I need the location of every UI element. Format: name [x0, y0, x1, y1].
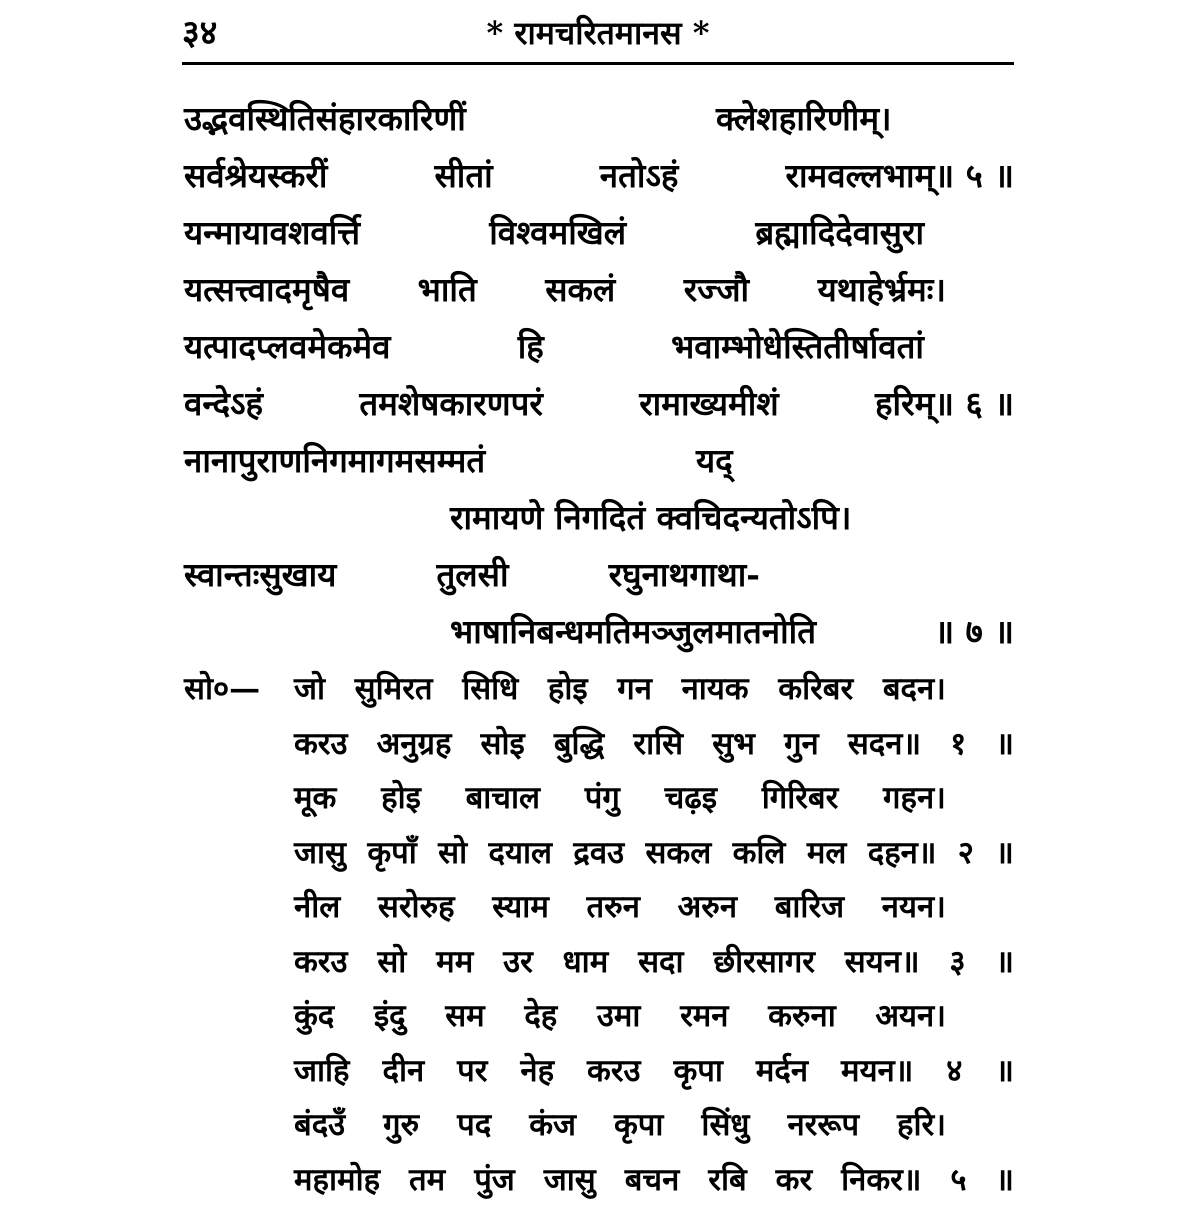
- sortha-line: [184, 1098, 1014, 1153]
- sortha-line: [184, 826, 1014, 881]
- verse-word: नयन।: [882, 880, 946, 935]
- verse-word: इंदु: [374, 989, 406, 1044]
- shloka-line: [184, 546, 760, 603]
- page-number: ३४: [182, 8, 217, 58]
- verse-number: हरिम्॥ ६ ॥: [875, 375, 1014, 432]
- verse-word: २: [958, 826, 974, 881]
- verse-word: ३: [949, 935, 965, 990]
- sortha-line: [184, 662, 1014, 717]
- verse-word: मल: [807, 826, 847, 881]
- verse-text: रघुनाथगाथा-: [609, 546, 760, 603]
- verse-text: [294, 880, 946, 935]
- sortha-block: [184, 662, 1014, 1207]
- verse-word: बंदउँ: [294, 1098, 345, 1153]
- verse-word: देह: [524, 989, 557, 1044]
- verse-word: करिबर: [778, 662, 853, 717]
- verse-text: भाषानिबन्धमतिमञ्जुलमातनोति: [450, 603, 816, 660]
- verse-text: उद्भवस्थितिसंहारकारिणीं: [184, 90, 466, 147]
- verse-word: गुन: [784, 717, 819, 772]
- verse-word: सदा: [638, 935, 683, 990]
- verse-text: रामाख्यमीशं: [639, 375, 779, 432]
- verse-word: पद: [457, 1098, 491, 1153]
- verse-word: अयन।: [875, 989, 946, 1044]
- verse-word: ॥: [995, 1044, 1014, 1099]
- sortha-line: [184, 880, 1014, 935]
- verse-word: सिधि: [462, 662, 518, 717]
- shloka-line: [184, 489, 1014, 546]
- verse-word: होइ: [381, 771, 421, 826]
- verse-word: धाम: [563, 935, 609, 990]
- verse-text: [294, 1044, 1014, 1099]
- verse-text: [294, 935, 1014, 990]
- verse-word: गिरिबर: [762, 771, 839, 826]
- verse-word: चढ़इ: [665, 771, 717, 826]
- verse-text: [294, 1098, 946, 1153]
- sortha-label: सो०—: [184, 662, 260, 717]
- sortha-line: [184, 717, 1014, 772]
- verse-word: जासु: [294, 826, 346, 881]
- verse-text: [294, 717, 1014, 772]
- verse-word: तम: [409, 1153, 445, 1207]
- verse-word: नायक: [682, 662, 749, 717]
- verse-word: ॥: [995, 1153, 1014, 1207]
- shloka-line: [184, 90, 1014, 147]
- verse-word: मयन॥: [841, 1044, 913, 1099]
- verse-word: जाहि: [294, 1044, 350, 1099]
- verse-text: भाति: [418, 261, 477, 318]
- verse-word: स्याम: [492, 880, 549, 935]
- verse-text: विश्वमखिलं: [489, 204, 626, 261]
- verse-text: [294, 1153, 1014, 1207]
- verse-word: छीरसागर: [713, 935, 815, 990]
- verse-word: गुरु: [383, 1098, 419, 1153]
- verse-word: मूक: [294, 771, 336, 826]
- verse-word: ॥: [995, 826, 1014, 881]
- verse-word: करुना: [768, 989, 836, 1044]
- verse-word: कृपा: [673, 1044, 722, 1099]
- verse-word: कंज: [529, 1098, 576, 1153]
- verse-text: [294, 771, 946, 826]
- verse-word: सरोरुह: [378, 880, 455, 935]
- verse-word: निकर॥: [841, 1153, 921, 1207]
- verse-text: यन्मायावशवर्त्ति: [184, 204, 360, 261]
- verse-text: तुलसी: [436, 546, 508, 603]
- shloka-line: [184, 261, 946, 318]
- verse-word: महामोह: [294, 1153, 380, 1207]
- verse-word: अरुन: [678, 880, 737, 935]
- verse-word: दहन॥: [868, 826, 937, 881]
- verse-word: कृपाँ: [367, 826, 416, 881]
- verse-word: रबि: [708, 1153, 746, 1207]
- verse-word: सुमिरत: [355, 662, 433, 717]
- verse-text: यत्पादप्लवमेकमेव: [184, 318, 391, 375]
- verse-word: करउ: [587, 1044, 640, 1099]
- verse-word: ॥: [995, 935, 1014, 990]
- verse-word: नील: [294, 880, 340, 935]
- sortha-line: [184, 989, 1014, 1044]
- sortha-line: [184, 935, 1014, 990]
- verse-word: ॥: [995, 717, 1014, 772]
- verse-word: कुंद: [294, 989, 334, 1044]
- verse-word: अनुग्रह: [377, 717, 452, 772]
- verse-word: जो: [294, 662, 325, 717]
- verse-word: जासु: [544, 1153, 596, 1207]
- verse-word: द्रवउ: [573, 826, 624, 881]
- verse-word: गन: [617, 662, 652, 717]
- verse-word: ४: [946, 1044, 962, 1099]
- running-title: * रामचरितमानस *: [182, 8, 1014, 58]
- verse-word: करउ: [294, 717, 347, 772]
- verse-text: सीतां: [434, 147, 492, 204]
- verse-text: भवाम्भोधेस्तितीर्षावतां: [671, 318, 924, 375]
- verse-word: पुंज: [474, 1153, 515, 1207]
- verse-word: सो: [438, 826, 467, 881]
- sortha-line: [184, 1153, 1014, 1207]
- verse-word: तरुन: [587, 880, 640, 935]
- verse-word: कृपा: [614, 1098, 663, 1153]
- verse-word: दीन: [382, 1044, 424, 1099]
- verse-word: रासि: [633, 717, 683, 772]
- page-header: [182, 8, 1014, 58]
- verse-word: मर्दन: [756, 1044, 808, 1099]
- verse-word: सिंधु: [701, 1098, 749, 1153]
- verse-text: रज्जौ: [684, 261, 749, 318]
- verse-word: सदन॥: [848, 717, 921, 772]
- verse-text: यथाहेर्भ्रमः।: [818, 261, 946, 318]
- verse-text: नानापुराणनिगमागमसम्मतं: [184, 432, 485, 489]
- verse-word: कर: [776, 1153, 813, 1207]
- sortha-line: [184, 1044, 1014, 1099]
- shloka-line: [184, 147, 1014, 204]
- header-rule: [182, 62, 1014, 65]
- verse-word: बाचाल: [466, 771, 540, 826]
- shloka-line: [184, 204, 924, 261]
- verse-word: सोइ: [481, 717, 525, 772]
- verse-word: कलि: [733, 826, 786, 881]
- verse-text: नतोऽहं: [600, 147, 679, 204]
- verse-word: नररूप: [787, 1098, 859, 1153]
- verse-text: तमशेषकारणपरं: [359, 375, 543, 432]
- verse-text: स्वान्तःसुखाय: [184, 546, 336, 603]
- verse-number: ॥ ७ ॥: [934, 603, 1014, 660]
- verse-text: यत्सत्त्वादमृषैव: [184, 261, 349, 318]
- shloka-line: [184, 375, 1014, 432]
- verse-word: ५: [950, 1153, 966, 1207]
- verse-word: उमा: [597, 989, 641, 1044]
- verse-text: हि: [518, 318, 544, 375]
- verse-word: गहन।: [883, 771, 946, 826]
- verse-word: सो: [377, 935, 406, 990]
- verse-text: ब्रह्मादिदेवासुरा: [755, 204, 924, 261]
- verse-word: करउ: [294, 935, 347, 990]
- verse-text: [294, 826, 1014, 881]
- verse-word: दयाल: [489, 826, 553, 881]
- verse-text: रामायणे निगदितं क्वचिदन्यतोऽपि।: [450, 489, 851, 546]
- verse-text: यद्: [696, 432, 733, 489]
- verse-word: पर: [457, 1044, 487, 1099]
- verse-word: पंगु: [585, 771, 620, 826]
- verse-word: रमन: [680, 989, 728, 1044]
- shloka-block: [184, 90, 1014, 660]
- verse-word: हरि।: [897, 1098, 946, 1153]
- sortha-line: [184, 771, 1014, 826]
- verse-word: सयन॥: [845, 935, 920, 990]
- verse-number: रामवल्लभाम्॥ ५ ॥: [785, 147, 1014, 204]
- verse-text: सर्वश्रेयस्करीं: [184, 147, 327, 204]
- verse-word: बारिज: [775, 880, 844, 935]
- verse-word: होइ: [548, 662, 588, 717]
- verse-word: बदन।: [883, 662, 946, 717]
- verse-word: सकल: [645, 826, 711, 881]
- verse-text: वन्देऽहं: [184, 375, 263, 432]
- verse-word: बुद्धि: [554, 717, 605, 772]
- verse-word: नेह: [520, 1044, 554, 1099]
- verse-word: उर: [503, 935, 533, 990]
- shloka-line: [184, 432, 1014, 489]
- verse-word: १: [950, 717, 966, 772]
- shloka-line: [184, 318, 924, 375]
- verse-text: [294, 662, 946, 717]
- verse-text: क्लेशहारिणीम्।: [716, 90, 892, 147]
- verse-word: बचन: [625, 1153, 680, 1207]
- shloka-line: [184, 603, 1014, 660]
- verse-word: सम: [445, 989, 485, 1044]
- verse-word: मम: [436, 935, 473, 990]
- verse-text: सकलं: [545, 261, 615, 318]
- verse-word: सुभ: [712, 717, 755, 772]
- verse-text: [294, 989, 946, 1044]
